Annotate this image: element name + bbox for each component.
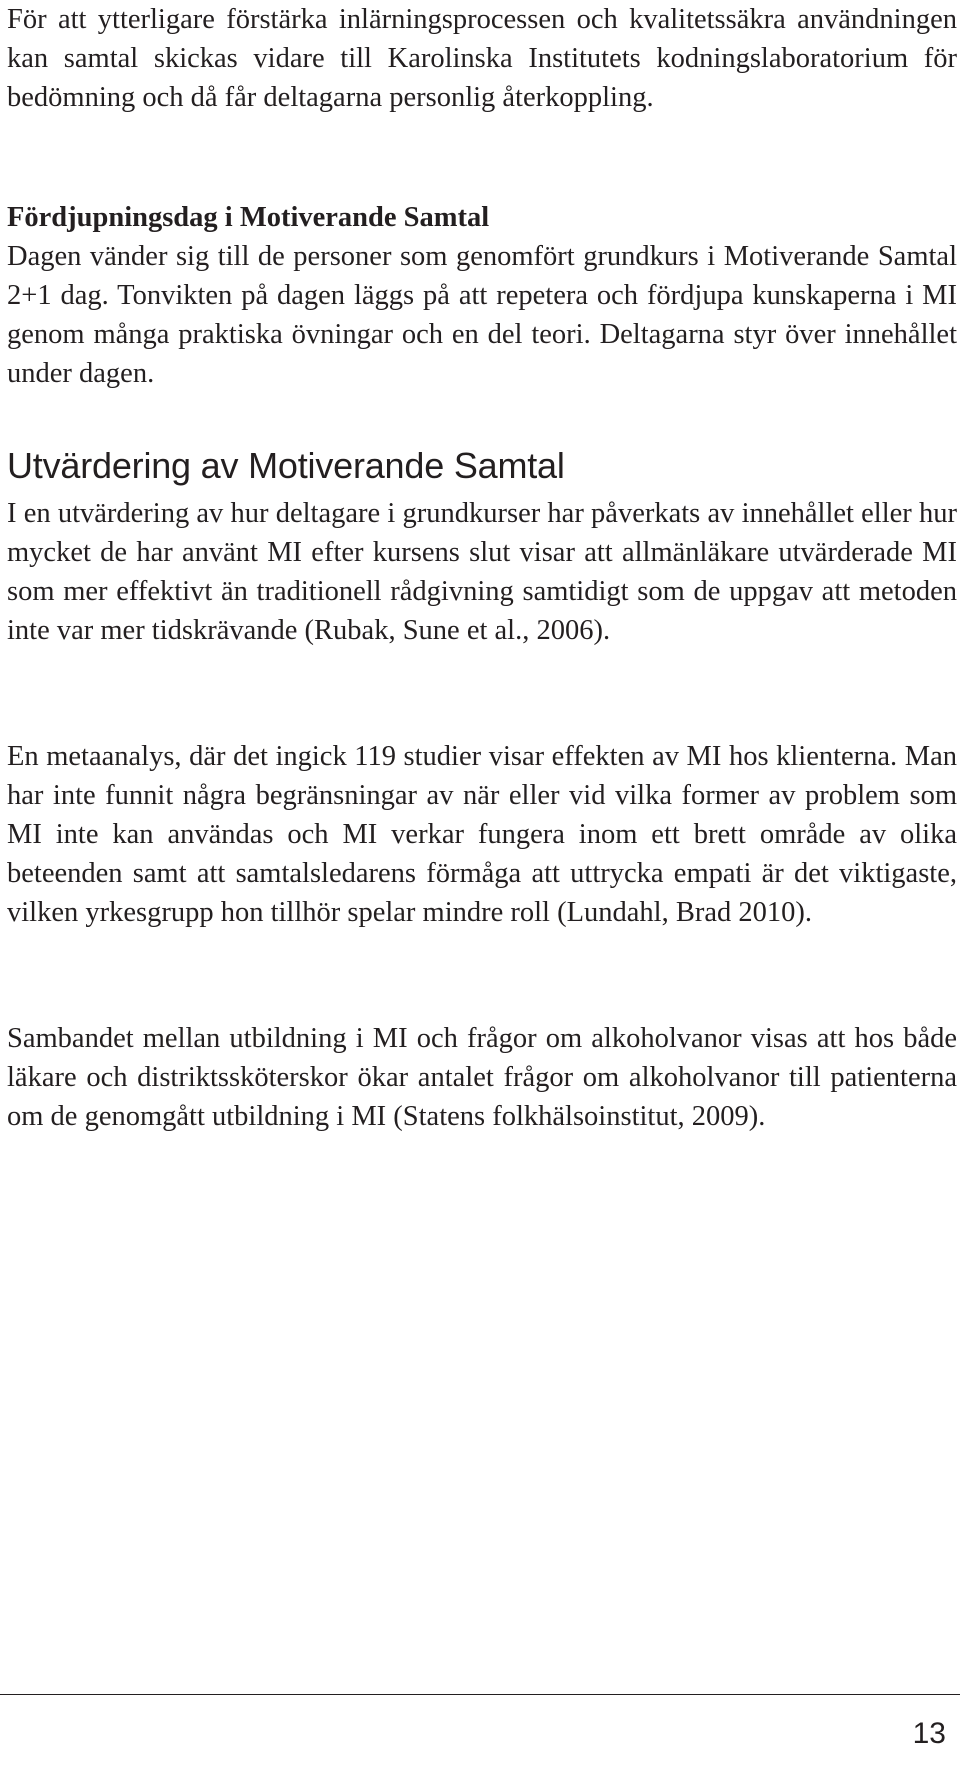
section-paragraph-alcohol: Sambandet mellan utbildning i MI och frågor om alkoholvanor visas att hos både läkare och distriktssköterskor ökar antalet frågor om alkoholvanor till patienterna om de genomgått utbildning i MI (Statens folkhälsoinstitut, 2009). xyxy=(7,1023,957,1132)
section-heading: Utvärdering av Motiverande Samtal xyxy=(7,445,565,486)
page-number: 13 xyxy=(912,1717,946,1750)
footer-divider xyxy=(0,1694,960,1695)
section-paragraph-evaluation: I en utvärdering av hur deltagare i grundkurser har påverkats av innehållet eller hur mycket de har använt MI efter kursens slut visar att allmänläkare utvärderade MI som mer effektivt än traditionell rådgivning samtidigt som de uppgav att metoden inte var mer tidskrävande (Rubak, Sune et al., 2006). xyxy=(7,498,957,646)
intro-paragraph: För att ytterligare förstärka inlärningsprocessen och kvalitetssäkra användningen kan samtal skickas vidare till Karolinska Institutets kodningslaboratorium för bedömning och då får deltagarna personlig återkoppling. xyxy=(7,4,957,113)
subsection-heading: Fördjupningsdag i Motiverande Samtal xyxy=(7,202,490,233)
subsection-paragraph: Dagen vänder sig till de personer som genomfört grundkurs i Motiverande Samtal 2+1 dag. Tonvikten på dagen läggs på att repetera och fördjupa kunskaperna i MI genom många praktiska övningar och en del teori. Deltagarna styr över innehållet under dagen. xyxy=(7,241,957,389)
section-paragraph-metaanalysis: En metaanalys, där det ingick 119 studier visar effekten av MI hos klienterna. Man har inte funnit några begränsningar av när eller vid vilka former av problem som MI inte kan användas och MI verkar fungera inom ett brett område av olika beteenden samt att samtalsledarens förmåga att uttrycka empati är det viktigaste, vilken yrkesgrupp hon tillhör spelar mindre roll (Lundahl, Brad 2010). xyxy=(7,741,957,928)
